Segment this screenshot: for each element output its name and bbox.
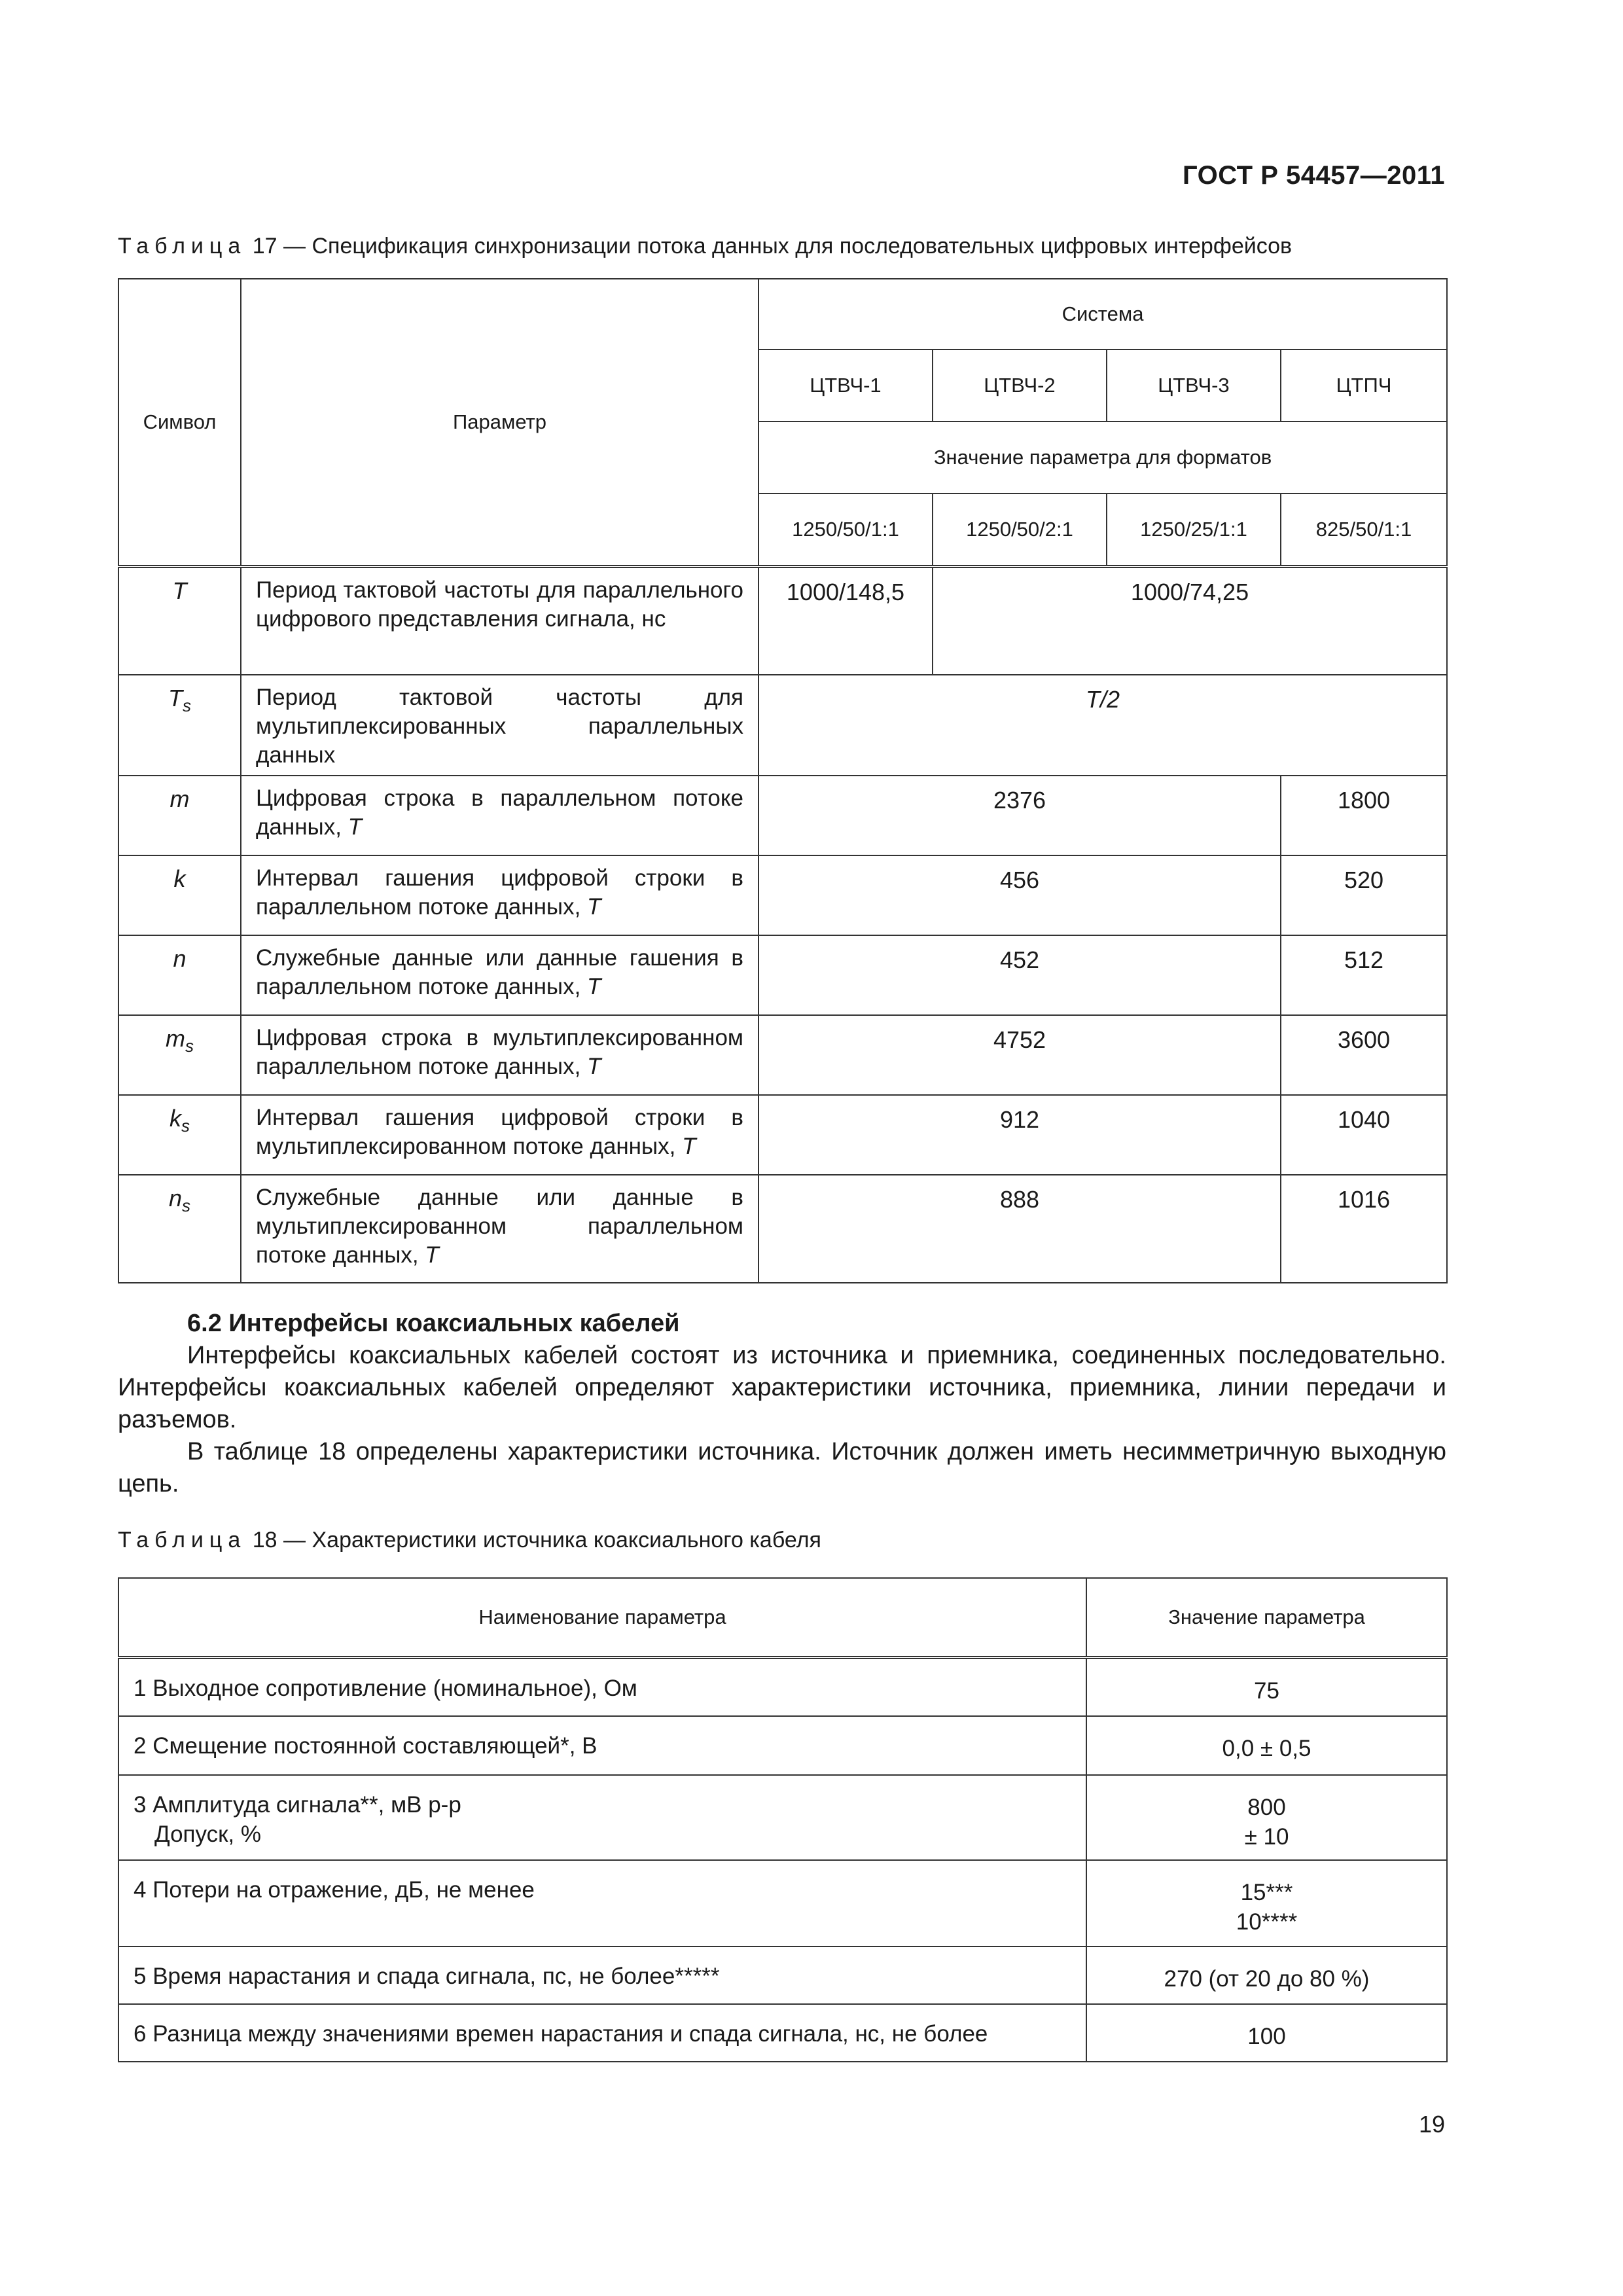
table18-caption: [118, 1528, 821, 1553]
value-cell: 912: [758, 1095, 1281, 1175]
value-cell: 1000/74,25: [933, 567, 1447, 675]
value-cell: 1016: [1281, 1175, 1447, 1283]
table-row: [118, 675, 1447, 776]
value-cell: 520: [1281, 855, 1447, 935]
format-name: 1250/50/1:1: [758, 493, 933, 567]
value-cell: 512: [1281, 935, 1447, 1015]
table-row: [118, 1095, 1447, 1175]
parameter-cell: Служебные данные или данные в мультиплексированном параллельном потоке данных, T: [241, 1175, 758, 1283]
table-row: [118, 1015, 1447, 1095]
symbol-header: Символ: [118, 279, 241, 567]
system-name: ЦТВЧ-2: [933, 350, 1107, 422]
symbol-cell: T: [118, 567, 241, 675]
table17-caption-prefix: Таблица: [118, 234, 247, 259]
parameter-cell: Цифровая строка в мультиплексированном параллельном потоке данных, T: [241, 1015, 758, 1095]
value-cell: T/2: [758, 675, 1447, 776]
system-name: ЦТПЧ: [1281, 350, 1447, 422]
value-cell: 1040: [1281, 1095, 1447, 1175]
symbol-cell: n: [118, 935, 241, 1015]
value-cell: 452: [758, 935, 1281, 1015]
table-row: [118, 567, 1447, 675]
value-cell: 4752: [758, 1015, 1281, 1095]
parameter-cell: Служебные данные или данные гашения в параллельном потоке данных, T: [241, 935, 758, 1015]
value-cell: 3600: [1281, 1015, 1447, 1095]
format-values-header: Значение параметра для форматов: [758, 422, 1447, 493]
section-6-2: [118, 1308, 1446, 1500]
value-cell: 888: [758, 1175, 1281, 1283]
table18-caption-text: 18 — Характеристики источника коаксиального кабеля: [252, 1528, 821, 1552]
value-cell: 1800: [1281, 776, 1447, 855]
table-row: [118, 1946, 1447, 2004]
parameter-name: 2 Смещение постоянной составляющей*, В: [118, 1716, 1086, 1775]
parameter-value: 800 ± 10: [1086, 1775, 1447, 1860]
symbol-cell: $m_s$: [118, 1015, 241, 1095]
table18-caption-prefix: Таблица: [118, 1528, 247, 1552]
parameter-value: 15*** 10****: [1086, 1860, 1447, 1946]
parameter-name: 3 Амплитуда сигнала**, мВ р-р Допуск, %: [118, 1775, 1086, 1860]
system-header: Система: [758, 279, 1447, 350]
table-row: [118, 2004, 1447, 2062]
table-row: [118, 1860, 1447, 1946]
parameter-value: 100: [1086, 2004, 1447, 2062]
table-row: [118, 1716, 1447, 1775]
table-row: [118, 776, 1447, 855]
value-cell: 456: [758, 855, 1281, 935]
value-cell: 2376: [758, 776, 1281, 855]
parameter-value: 0,0 ± 0,5: [1086, 1716, 1447, 1775]
table17-caption-text: 17 — Спецификация синхронизации потока данных для последовательных цифровых интерфейсов: [252, 234, 1293, 259]
parameter-value: 75: [1086, 1658, 1447, 1716]
table-row: [118, 935, 1447, 1015]
table-row: [118, 855, 1447, 935]
format-name: 825/50/1:1: [1281, 493, 1447, 567]
format-name: 1250/25/1:1: [1107, 493, 1281, 567]
parameter-cell: Период тактовой частоты для параллельного цифрового представления сигнала, нс: [241, 567, 758, 675]
parameter-name: 1 Выходное сопротивление (номинальное), Ом: [118, 1658, 1086, 1716]
system-name: ЦТВЧ-1: [758, 350, 933, 422]
value-cell: 1000/148,5: [758, 567, 933, 675]
section-heading: 6.2 Интерфейсы коаксиальных кабелей: [187, 1310, 680, 1337]
parameter-cell: Цифровая строка в параллельном потоке данных, T: [241, 776, 758, 855]
symbol-cell: $k_s$: [118, 1095, 241, 1175]
symbol-cell: k: [118, 855, 241, 935]
table17: [118, 278, 1448, 1283]
page-number: 19: [1418, 2111, 1445, 2138]
section-paragraph: Интерфейсы коаксиальных кабелей состоят из источника и приемника, соединенных последовательно. Интерфейсы коаксиальных кабелей определяют характеристики источника, приемника, линии передачи и разъемов.: [118, 1342, 1446, 1433]
table-row: [118, 1658, 1447, 1716]
parameter-name: 6 Разница между значениями времен нарастания и спада сигнала, нс, не более: [118, 2004, 1086, 2062]
system-name: ЦТВЧ-3: [1107, 350, 1281, 422]
format-name: 1250/50/2:1: [933, 493, 1107, 567]
section-paragraph: В таблице 18 определены характеристики источника. Источник должен иметь несимметричную выходную цепь.: [118, 1438, 1446, 1498]
parameter-header: Параметр: [241, 279, 758, 567]
table18: [118, 1577, 1448, 2062]
table-row: [118, 1175, 1447, 1283]
document-code: ГОСТ Р 54457—2011: [1183, 161, 1445, 190]
table-row: [118, 1775, 1447, 1860]
name-header: Наименование параметра: [118, 1578, 1086, 1658]
parameter-cell: Интервал гашения цифровой строки в параллельном потоке данных, T: [241, 855, 758, 935]
value-header: Значение параметра: [1086, 1578, 1447, 1658]
symbol-cell: m: [118, 776, 241, 855]
parameter-name: 4 Потери на отражение, дБ, не менее: [118, 1860, 1086, 1946]
symbol-cell: $T_s$: [118, 675, 241, 776]
parameter-name: 5 Время нарастания и спада сигнала, пс, не более*****: [118, 1946, 1086, 2004]
symbol-cell: $n_s$: [118, 1175, 241, 1283]
parameter-cell: Интервал гашения цифровой строки в мультиплексированном потоке данных, T: [241, 1095, 758, 1175]
parameter-value: 270 (от 20 до 80 %): [1086, 1946, 1447, 2004]
parameter-cell: Период тактовой частоты для мультиплексированных параллельных данных: [241, 675, 758, 776]
table17-caption: [118, 234, 1292, 259]
